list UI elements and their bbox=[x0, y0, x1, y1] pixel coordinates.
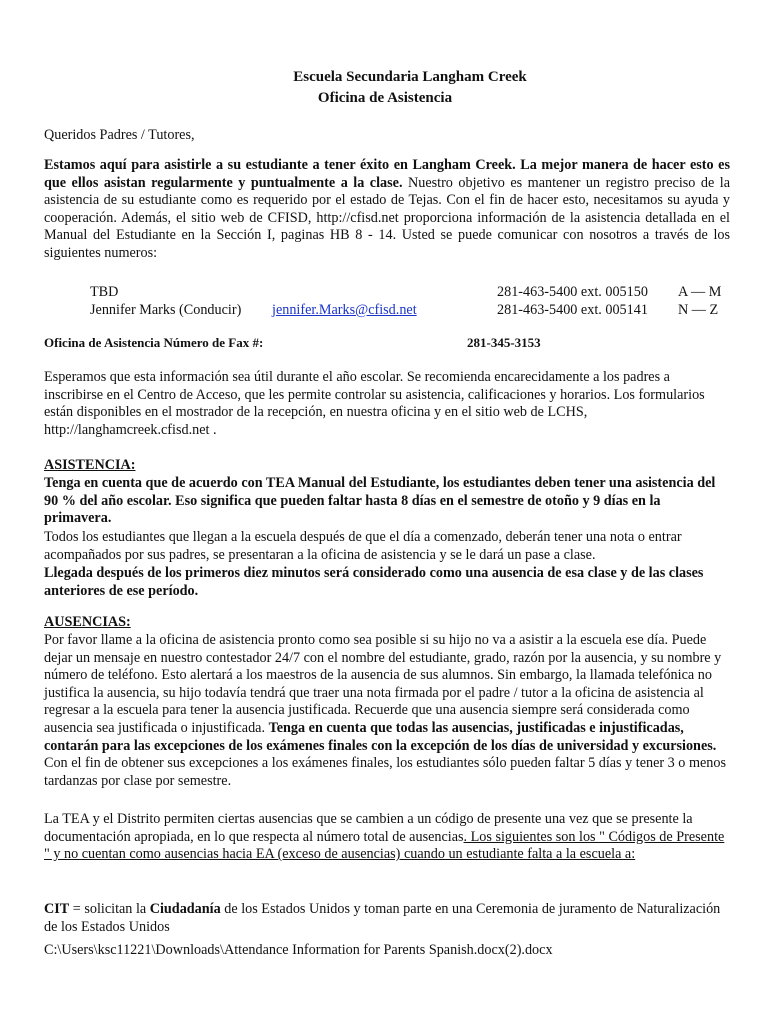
asistencia-paragraph: Todos los estudiantes que llegan a la escuela después de que el día a comenzado, deberán tener una nota o entrar acompañados por sus padres, se presentaran a la oficina de asistencia y se le dará un pase a clase. bbox=[44, 529, 682, 563]
fax-number: 281-345-3153 bbox=[467, 335, 541, 350]
intro-paragraph bbox=[44, 157, 730, 263]
contact-phone-2: 281-463-5400 ext. 005141 bbox=[497, 302, 648, 318]
cit-text-2: de los Estados Unidos y toman parte en una Ceremonia de juramento de Naturalización de los Estados Unidos bbox=[44, 901, 721, 935]
contact-name-2: Jennifer Marks (Conducir) bbox=[90, 302, 242, 318]
contact-phone-1: 281-463-5400 ext. 005150 bbox=[497, 284, 648, 300]
ausencias-paragraph bbox=[44, 632, 730, 790]
ausencias-text-2: Con el fin de obtener sus excepciones a los exámenes finales, los estudiantes sólo pueden faltar 5 días y tener 3 o menos tardanzas por clase por semestre. bbox=[44, 755, 726, 789]
contact-range-2: N — Z bbox=[678, 302, 719, 318]
contact-range-1: A — M bbox=[678, 284, 722, 300]
intro-bold: Estamos aquí para asistirle a su estudiante a tener éxito en Langham Creek. La mejor manera de hacer esto es que ellos asistan regularmente y puntualmente a la clase. bbox=[44, 157, 730, 191]
footer-file-path: C:\Users\ksc11221\Downloads\Attendance Information for Parents Spanish.docx(2).docx bbox=[44, 942, 553, 958]
ausencias-text-1: Por favor llame a la oficina de asistencia pronto como sea posible si su hijo no va a asistir a la escuela ese día. Puede dejar un mensaje en nuestro contestador 24/7 con el nombre del estudiante, grado, razón por la ausencia, y su nombre y número de teléfono. Esto alertará a los maestros de la ausencia de sus alumnos. Sin embargo, la llamada telefónica no justifica la ausencia, su hijo todavía tendrá que traer una nota firmada por el padre / tutor a la oficina de asistencia al regresar a la escuela para tener la ausencia justificada. Recuerde que una ausencia siempre será considerada como ausencia sea justificada o injustificada. bbox=[44, 632, 722, 736]
tea-underlined: . Los siguientes son los " Códigos de Presente " y no cuentan como ausencias hacia EA (exceso de ausencias) cuando un estudiante falta a la escuela a: bbox=[44, 828, 725, 863]
greeting: Queridos Padres / Tutores, bbox=[44, 127, 195, 143]
office-title: Oficina de Asistencia bbox=[317, 90, 453, 106]
contact-name-1: TBD bbox=[90, 284, 119, 300]
ausencias-bold: Tenga en cuenta que todas las ausencias, justificadas e injustificadas, contarán para las excepciones de los exámenes finales con la excepción de los días de universidad y excursiones. bbox=[44, 719, 717, 754]
asistencia-late-paragraph: Llegada después de los primeros diez minutos será considerado como una ausencia de esa clase y de las clases anteriores de ese período. bbox=[44, 565, 704, 599]
cit-bold: Ciudadanía bbox=[149, 901, 221, 917]
info-paragraph: Esperamos que esta información sea útil durante el año escolar. Se recomienda encarecidamente a los padres a inscribirse en el Centro de Acceso, que les permite controlar su asistencia, calificaciones y horarios. Los formularios están disponibles en el mostrador de la recepción, en nuestra oficina y en el sitio web de LCHS, http://langhamcreek.cfisd.net . bbox=[44, 369, 705, 438]
cit-code: CIT bbox=[44, 901, 70, 917]
ausencias-heading: AUSENCIAS: bbox=[44, 614, 131, 630]
tea-text: La TEA y el Distrito permiten ciertas ausencias que se cambien a un código de presente una vez que se presente la documentación apropiada, en lo que respecta al número total de ausencias bbox=[44, 811, 693, 845]
asistencia-bold-paragraph: Tenga en cuenta que de acuerdo con TEA Manual del Estudiante, los estudiantes deben tener una asistencia del 90 % del año escolar. Eso significa que pueden faltar hasta 8 días en el semestre de otoño y 9 días en la primavera. bbox=[44, 475, 716, 527]
school-title: Escuela Secundaria Langham Creek bbox=[293, 69, 527, 85]
contact-email-link[interactable]: jennifer.Marks@cfisd.net bbox=[272, 302, 417, 318]
cit-paragraph bbox=[44, 901, 730, 936]
cit-text-1: = solicitan la bbox=[69, 901, 150, 917]
tea-paragraph bbox=[44, 811, 730, 864]
intro-text: Nuestro objetivo es mantener un registro preciso de la asistencia de su estudiante como es requerido por el estado de Tejas. Con el fin de hacer esto, necesitamos su ayuda y cooperación. Además, el sitio web de CFISD, http://cfisd.net proporciona información de la asistencia detallada en el Manual del Estudiante en la Sección I, paginas HB 8 - 14. Usted se puede comunicar con nosotros a través de los siguientes numeros: bbox=[44, 174, 730, 261]
asistencia-heading: ASISTENCIA: bbox=[44, 457, 136, 473]
fax-label: Oficina de Asistencia Número de Fax #: bbox=[44, 335, 264, 350]
